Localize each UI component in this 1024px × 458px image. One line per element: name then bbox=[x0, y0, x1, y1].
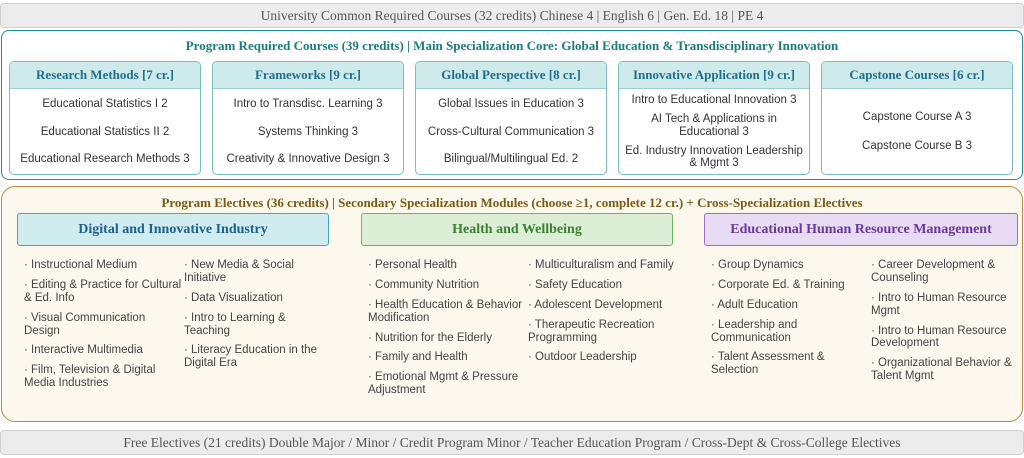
program-required-title: Program Required Courses (39 credits) | Main Specialization Core: Global Education & Transdisciplinary Innovation bbox=[185, 38, 839, 53]
module-course: · Community Nutrition bbox=[368, 278, 480, 291]
course-item: Creativity & Innovative Design 3 bbox=[226, 153, 390, 165]
free-electives-bar bbox=[0, 430, 1024, 455]
module-course: · Safety Education bbox=[528, 278, 622, 291]
hr-list-left bbox=[711, 259, 871, 377]
module-course: · New Media & Social Initiative bbox=[184, 259, 294, 284]
innovative-application-column bbox=[618, 61, 810, 175]
module-course: · Outdoor Leadership bbox=[528, 351, 637, 364]
module-course: · Health Education & Behavior Modification bbox=[368, 298, 523, 324]
module-course: · Data Visualization bbox=[184, 291, 283, 304]
module-course: · Nutrition for the Elderly bbox=[368, 331, 492, 344]
course-item: Educational Statistics II 2 bbox=[40, 125, 170, 138]
course-item: Capstone Course B 3 bbox=[862, 140, 972, 152]
program-electives-title: Program Electives (36 credits) | Secondary Specialization Modules (choose ≥1, complete 12 cr.) + Cross-Specialization Electives bbox=[161, 195, 863, 210]
column-header: Innovative Application [9 cr.] bbox=[619, 62, 809, 89]
module-course: · Literacy Education in the Digital Era bbox=[184, 344, 317, 370]
module-course: · Group Dynamics bbox=[711, 259, 804, 271]
course-item: Capstone Course A 3 bbox=[862, 111, 972, 124]
module-course: · Career Development & Counseling bbox=[871, 259, 995, 284]
module-course: · Multiculturalism and Family bbox=[528, 259, 674, 271]
column-header: Capstone Courses [6 cr.] bbox=[822, 62, 1012, 89]
capstone-column bbox=[821, 61, 1013, 175]
module-course: · Personal Health bbox=[368, 259, 457, 271]
module-course: · Editing & Practice for Cultural & Ed. Info bbox=[24, 278, 182, 304]
course-item: Systems Thinking 3 bbox=[257, 125, 359, 138]
health-list-left bbox=[368, 259, 528, 397]
program-electives-section bbox=[1, 186, 1023, 422]
course-item: AI Tech & Applications in Educational 3 bbox=[651, 113, 777, 138]
course-item: Global Issues in Education 3 bbox=[438, 98, 584, 111]
research-methods-column bbox=[9, 61, 201, 175]
frameworks-column bbox=[212, 61, 404, 175]
module-course: · Corporate Ed. & Training bbox=[711, 278, 845, 291]
hr-list-right bbox=[871, 259, 1019, 383]
common-required-text: University Common Required Courses (32 credits) Chinese 4 | English 6 | Gen. Ed. 18 | PE 4 bbox=[260, 7, 764, 23]
course-item: Intro to Educational Innovation 3 bbox=[631, 94, 797, 107]
program-required-section bbox=[1, 30, 1023, 180]
module-header-digital: Digital and Innovative Industry bbox=[17, 213, 329, 246]
module-course: · Visual Communication Design bbox=[24, 311, 146, 337]
column-header: Research Methods [7 cr.] bbox=[10, 62, 200, 89]
module-course: · Family and Health bbox=[368, 351, 468, 364]
module-course: · Adolescent Development bbox=[528, 298, 663, 311]
course-item: Cross-Cultural Communication 3 bbox=[427, 125, 595, 138]
course-item: Educational Research Methods 3 bbox=[20, 153, 190, 165]
module-header-health: Health and Wellbeing bbox=[361, 213, 673, 246]
module-course: · Intro to Human Resource Mgmt bbox=[871, 291, 1007, 317]
health-list-right bbox=[528, 259, 678, 364]
module-course: · Emotional Mgmt & Pressure Adjustment bbox=[368, 371, 519, 397]
course-item: Intro to Transdisc. Learning 3 bbox=[233, 98, 383, 111]
module-course: · Therapeutic Recreation Programming bbox=[528, 318, 655, 344]
global-perspective-column bbox=[415, 61, 607, 175]
course-item: Educational Statistics I 2 bbox=[42, 98, 168, 111]
module-course: · Adult Education bbox=[711, 298, 798, 311]
column-header: Global Perspective [8 cr.] bbox=[416, 62, 606, 89]
course-item: Ed. Industry Innovation Leadership & Mgmt 3 bbox=[625, 144, 803, 170]
module-course: · Talent Assessment & Selection bbox=[711, 351, 825, 377]
module-course: · Film, Television & Digital Media Industries bbox=[24, 364, 156, 390]
module-course: · Organizational Behavior & Talent Mgmt bbox=[871, 357, 1012, 383]
module-course: · Intro to Human Resource Development bbox=[871, 324, 1007, 350]
free-electives-text: Free Electives (21 credits) Double Major / Minor / Credit Program Minor / Teacher Education Program / Cross-Dept & Cross-College Electives bbox=[123, 434, 901, 450]
column-header: Frameworks [9 cr.] bbox=[213, 62, 403, 89]
module-course: · Interactive Multimedia bbox=[24, 344, 143, 357]
module-header-hr: Educational Human Resource Management bbox=[704, 213, 1018, 246]
digital-list-right bbox=[184, 259, 332, 370]
course-item: Bilingual/Multilingual Ed. 2 bbox=[443, 153, 579, 165]
module-course: · Intro to Learning & Teaching bbox=[184, 311, 286, 337]
common-required-bar bbox=[0, 3, 1024, 28]
digital-list-left bbox=[24, 259, 184, 390]
module-course: · Instructional Medium bbox=[24, 259, 138, 271]
module-course: · Leadership and Communication bbox=[711, 318, 798, 344]
